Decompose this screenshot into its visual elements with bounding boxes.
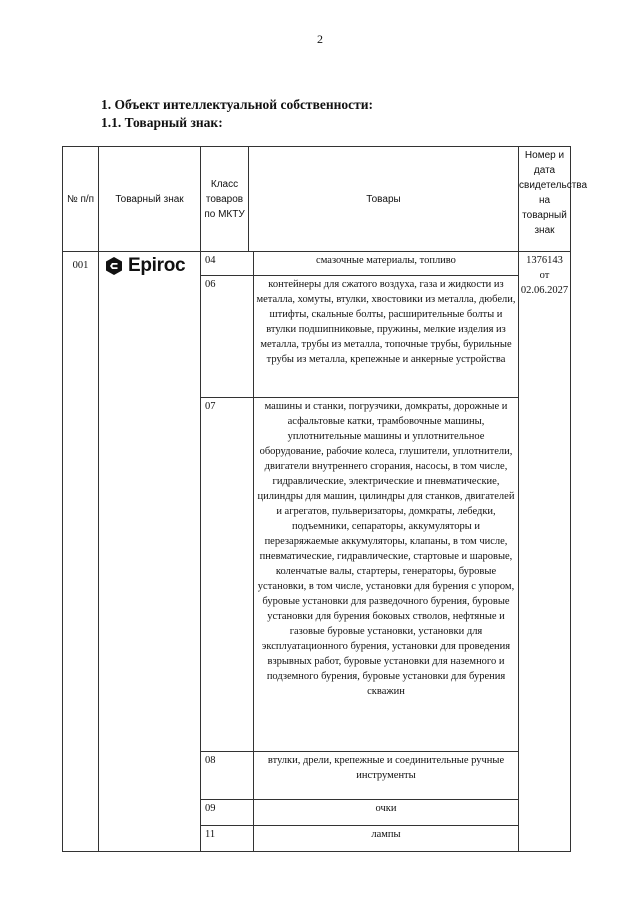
class-number: 04 xyxy=(201,252,254,276)
logo-wordmark: Epiroc xyxy=(128,255,186,276)
trademark-table xyxy=(62,146,588,852)
class-number: 06 xyxy=(201,276,254,398)
row-number: 001 xyxy=(63,252,99,852)
epiroc-logo xyxy=(104,256,200,276)
class-number: 08 xyxy=(201,752,254,800)
class-number: 11 xyxy=(201,826,254,852)
header-no: № п/п xyxy=(63,147,99,252)
section-title: 1. Объект интеллектуальной собственности: xyxy=(101,97,374,112)
class-goods: контейнеры для сжатого воздуха, газа и жидкости из металла, хомуты, втулки, хвостовики из металла, дюбели, штифты, скальные болты, расширительные болты и втулки подшипниковые, пружины, мелкие изделия из металла, трубы из металла, топочные трубы, бурильные трубы из металла, крепежные и анкерные устройства xyxy=(254,276,519,398)
certificate-from: от xyxy=(539,270,550,281)
class-goods: смазочные материалы, топливо xyxy=(316,255,456,266)
class-row xyxy=(201,252,518,276)
certificate-cell xyxy=(519,252,571,852)
table-header-row xyxy=(63,147,571,252)
class-row xyxy=(201,800,518,826)
certificate-number: 1376143 xyxy=(526,255,563,266)
class-row xyxy=(201,398,518,752)
class-number: 07 xyxy=(201,398,254,752)
header-mark: Товарный знак xyxy=(99,147,201,252)
class-goods: втулки, дрели, крепежные и соединительные ручные инструменты xyxy=(254,752,519,800)
class-goods: очки xyxy=(254,800,519,826)
class-goods: лампы xyxy=(254,826,519,852)
class-number: 09 xyxy=(201,800,254,826)
header-certificate: Номер и дата свидетельства на товарный знак xyxy=(519,147,571,252)
subsection-title: 1.1. Товарный знак: xyxy=(101,115,223,130)
epiroc-hexagon-icon xyxy=(104,256,124,276)
header-goods: Товары xyxy=(249,147,519,252)
certificate-date: 02.06.2027 xyxy=(520,285,569,296)
class-row xyxy=(201,276,518,398)
classes-cell xyxy=(201,252,519,852)
class-goods: машины и станки, погрузчики, домкраты, дорожные и асфальтовые катки, трамбовочные машины, уплотнительные машины и уплотнительное оборудование, рабочие колеса, глушители, уплотнители, двигатели внутреннего сгорания, насосы, в том числе, гидравлические, электрические и пневматические, цилиндры для машин, цилиндры для станков, двигателей и агрегатов, пульверизаторы, домкраты, лебедки, подъемники, сепараторы, аккумуляторы и перезаряжаемые аккумуляторы, клапаны, в том числе, пневматические, гидравлические, стартовые и шаровые, коленчатые валы, стартеры, генераторы, буровые установки, в том числе, установки для бурения с упором, буровые установки для разведочного бурения, буровые установки для бурения боковых стволов, нефтяные и газовые буровые установки, установки для эксплуатационного бурения, установки для проведения взрывных работ, буровые установки для наземного и подземного бурения, буровые установки для бурения скважин xyxy=(254,398,519,752)
trademark-cell xyxy=(99,252,201,852)
class-row xyxy=(201,752,518,800)
header-class: Класс товаров по МКТУ xyxy=(201,147,249,252)
page-number: 2 xyxy=(317,32,323,46)
class-row xyxy=(201,826,518,852)
table-row xyxy=(63,252,571,852)
classes-table xyxy=(201,252,518,851)
